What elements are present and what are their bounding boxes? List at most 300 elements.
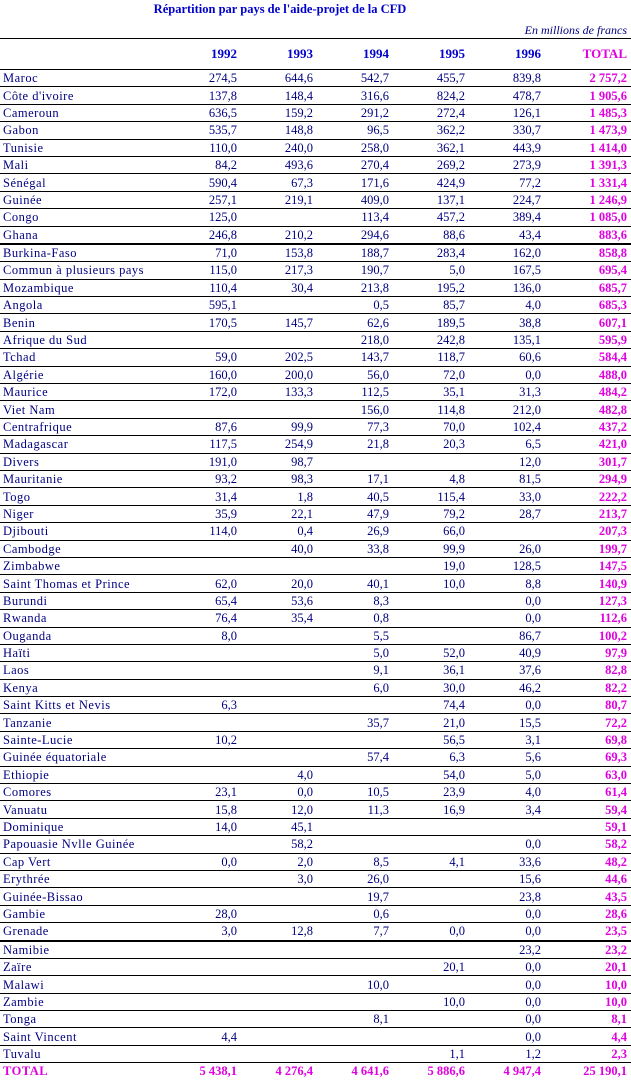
- value-cell: 0,0: [469, 592, 545, 609]
- value-cell: 257,1: [165, 191, 241, 208]
- value-cell: 59,0: [165, 349, 241, 366]
- value-cell: 126,1: [469, 104, 545, 121]
- table-row: [0, 679, 631, 696]
- header-1994: 1994: [317, 39, 393, 70]
- value-cell: 10,5: [317, 784, 393, 801]
- value-cell: 5,0: [469, 766, 545, 783]
- value-cell: 291,2: [317, 104, 393, 121]
- value-cell: 4,1: [393, 853, 469, 870]
- value-cell: [469, 523, 545, 540]
- value-cell: 93,2: [165, 470, 241, 487]
- value-cell: 33,8: [317, 540, 393, 557]
- table-row: [0, 470, 631, 487]
- value-cell: 10,0: [393, 993, 469, 1010]
- country-cell: Mali: [0, 156, 165, 173]
- value-cell: 3,1: [469, 731, 545, 748]
- value-cell: 200,0: [241, 366, 317, 383]
- country-cell: Algérie: [0, 366, 165, 383]
- country-cell: Comores: [0, 784, 165, 801]
- value-cell: 19,7: [317, 888, 393, 905]
- value-cell: 0,8: [317, 610, 393, 627]
- value-cell: [165, 557, 241, 574]
- total-cell: 82,2: [545, 679, 631, 696]
- value-cell: 16,9: [393, 801, 469, 818]
- total-cell: 1 905,6: [545, 87, 631, 104]
- country-cell: Afrique du Sud: [0, 331, 165, 348]
- value-cell: 77,2: [469, 174, 545, 191]
- value-cell: 0,0: [469, 923, 545, 941]
- table-row: [0, 888, 631, 905]
- value-cell: 98,7: [241, 453, 317, 470]
- country-cell: Tonga: [0, 1011, 165, 1028]
- value-cell: 10,2: [165, 731, 241, 748]
- value-cell: 269,2: [393, 156, 469, 173]
- value-cell: 4 947,4: [503, 1064, 541, 1079]
- value-cell: 542,7: [317, 70, 393, 87]
- country-cell: Tunisie: [0, 139, 165, 156]
- value-cell: [393, 592, 469, 609]
- value-cell: 31,4: [165, 488, 241, 505]
- total-cell: 59,1: [545, 818, 631, 835]
- value-cell: 213,8: [317, 279, 393, 296]
- value-cell: 330,7: [469, 122, 545, 139]
- table-row: [0, 331, 631, 348]
- value-cell: 52,0: [393, 644, 469, 661]
- total-cell: 59,4: [545, 801, 631, 818]
- value-cell: 191,0: [165, 453, 241, 470]
- table-row: [0, 139, 631, 156]
- total-cell: 10,0: [545, 976, 631, 993]
- value-cell: 113,4: [317, 209, 393, 226]
- country-cell: Guinée-Bissao: [0, 888, 165, 905]
- country-cell: Guinée: [0, 191, 165, 208]
- value-cell: 6,3: [165, 697, 241, 714]
- total-cell: 199,7: [545, 540, 631, 557]
- value-cell: 70,0: [393, 418, 469, 435]
- value-cell: 240,0: [241, 139, 317, 156]
- value-cell: 212,0: [469, 401, 545, 418]
- value-cell: [393, 836, 469, 853]
- header-1996: 1996: [469, 39, 545, 70]
- country-cell: Tchad: [0, 349, 165, 366]
- value-cell: 118,7: [393, 349, 469, 366]
- country-cell: Tanzanie: [0, 714, 165, 731]
- value-cell: 12,0: [241, 801, 317, 818]
- value-cell: 85,7: [393, 297, 469, 314]
- value-cell: 23,9: [393, 784, 469, 801]
- value-cell: 56,5: [393, 731, 469, 748]
- value-cell: 160,0: [165, 366, 241, 383]
- country-cell: Ethiopie: [0, 766, 165, 783]
- value-cell: 478,7: [469, 87, 545, 104]
- value-cell: 28,0: [165, 905, 241, 922]
- value-cell: [317, 766, 393, 783]
- value-cell: 22,1: [241, 505, 317, 522]
- table-row: [0, 401, 631, 418]
- total-cell: 58,2: [545, 836, 631, 853]
- table-row: [0, 418, 631, 435]
- value-cell: 170,5: [165, 314, 241, 331]
- table-row: [0, 70, 631, 87]
- value-cell: [241, 627, 317, 644]
- value-cell: [317, 731, 393, 748]
- value-cell: 128,5: [469, 557, 545, 574]
- value-cell: 272,4: [393, 104, 469, 121]
- table-row: [0, 801, 631, 818]
- value-cell: 99,9: [393, 540, 469, 557]
- value-cell: 26,9: [317, 523, 393, 540]
- country-cell: Maroc: [0, 70, 165, 87]
- country-cell: Erythrée: [0, 870, 165, 887]
- total-cell: 8,1: [545, 1011, 631, 1028]
- total-cell: 213,7: [545, 505, 631, 522]
- value-cell: [241, 958, 317, 975]
- value-cell: 45,1: [241, 818, 317, 835]
- value-cell: 644,6: [241, 70, 317, 87]
- value-cell: 389,4: [469, 209, 545, 226]
- table-row: [0, 191, 631, 208]
- value-cell: 114,8: [393, 401, 469, 418]
- country-cell: Sénégal: [0, 174, 165, 191]
- value-cell: 362,1: [393, 139, 469, 156]
- units-note: En millions de francs: [524, 23, 627, 37]
- country-cell: Saint Vincent: [0, 1028, 165, 1045]
- table-title: Répartition par pays de l'aide-projet de la CFD: [153, 2, 407, 16]
- country-cell: TOTAL: [3, 1064, 49, 1079]
- value-cell: [165, 888, 241, 905]
- table-row: [0, 592, 631, 609]
- value-cell: 8,3: [317, 592, 393, 609]
- total-cell: 584,4: [545, 349, 631, 366]
- value-cell: 19,0: [393, 557, 469, 574]
- value-cell: 135,1: [469, 331, 545, 348]
- table-row: [0, 731, 631, 748]
- value-cell: 274,5: [165, 70, 241, 87]
- value-cell: [241, 993, 317, 1010]
- country-cell: Ouganda: [0, 627, 165, 644]
- value-cell: 115,0: [165, 262, 241, 279]
- value-cell: 26,0: [469, 540, 545, 557]
- value-cell: [393, 941, 469, 959]
- country-cell: Djibouti: [0, 523, 165, 540]
- country-cell: Zambie: [0, 993, 165, 1010]
- country-cell: Tuvalu: [0, 1045, 165, 1062]
- value-cell: [241, 644, 317, 661]
- value-cell: 137,8: [165, 87, 241, 104]
- total-cell: 63,0: [545, 766, 631, 783]
- value-cell: [317, 941, 393, 959]
- table-row: [0, 1011, 631, 1028]
- value-cell: 35,7: [317, 714, 393, 731]
- country-cell: Cambodge: [0, 540, 165, 557]
- value-cell: 4,8: [393, 470, 469, 487]
- value-cell: 21,0: [393, 714, 469, 731]
- value-cell: 0,0: [241, 784, 317, 801]
- value-cell: 4 641,6: [351, 1064, 389, 1079]
- value-cell: 8,1: [317, 1011, 393, 1028]
- table-row: [0, 993, 631, 1010]
- value-cell: 57,4: [317, 749, 393, 766]
- country-cell: Cap Vert: [0, 853, 165, 870]
- value-cell: [393, 1011, 469, 1028]
- value-cell: [165, 401, 241, 418]
- value-cell: 0,0: [469, 993, 545, 1010]
- value-cell: 53,6: [241, 592, 317, 609]
- value-cell: 40,9: [469, 644, 545, 661]
- value-cell: 6,0: [317, 679, 393, 696]
- total-cell: 43,5: [545, 888, 631, 905]
- value-cell: 0,0: [469, 958, 545, 975]
- value-cell: 43,4: [469, 226, 545, 244]
- table-row: [0, 714, 631, 731]
- table-row: [0, 662, 631, 679]
- value-cell: 219,1: [241, 191, 317, 208]
- total-cell: 301,7: [545, 453, 631, 470]
- value-cell: [165, 749, 241, 766]
- value-cell: 20,3: [393, 436, 469, 453]
- value-cell: 136,0: [469, 279, 545, 296]
- value-cell: [317, 1045, 393, 1062]
- total-cell: 1 485,3: [545, 104, 631, 121]
- value-cell: [393, 453, 469, 470]
- value-cell: [393, 870, 469, 887]
- value-cell: 62,6: [317, 314, 393, 331]
- country-cell: Malawi: [0, 976, 165, 993]
- total-cell: 147,5: [545, 557, 631, 574]
- table-row: [0, 749, 631, 766]
- value-cell: 11,3: [317, 801, 393, 818]
- value-cell: 20,0: [241, 575, 317, 592]
- value-cell: [165, 540, 241, 557]
- value-cell: 9,1: [317, 662, 393, 679]
- value-cell: 112,5: [317, 384, 393, 401]
- value-cell: 457,2: [393, 209, 469, 226]
- country-cell: Commun à plusieurs pays: [0, 262, 165, 279]
- value-cell: 0,0: [469, 1028, 545, 1045]
- country-cell: Divers: [0, 453, 165, 470]
- value-cell: 595,1: [165, 297, 241, 314]
- value-cell: [165, 836, 241, 853]
- value-cell: [165, 714, 241, 731]
- table-row: [0, 905, 631, 922]
- total-cell: 97,9: [545, 644, 631, 661]
- value-cell: [165, 1011, 241, 1028]
- value-cell: [241, 557, 317, 574]
- value-cell: 54,0: [393, 766, 469, 783]
- value-cell: [241, 888, 317, 905]
- value-cell: 1,2: [469, 1045, 545, 1062]
- value-cell: 3,0: [165, 923, 241, 941]
- value-cell: 15,5: [469, 714, 545, 731]
- table-row: [0, 104, 631, 121]
- table-row: [0, 958, 631, 975]
- value-cell: [317, 557, 393, 574]
- value-cell: [241, 1045, 317, 1062]
- total-cell: 4,4: [545, 1028, 631, 1045]
- value-cell: 33,6: [469, 853, 545, 870]
- header-country: [0, 39, 165, 70]
- table-row: [0, 540, 631, 557]
- table-row: [0, 366, 631, 383]
- value-cell: 0,5: [317, 297, 393, 314]
- value-cell: [241, 714, 317, 731]
- value-cell: 3,4: [469, 801, 545, 818]
- value-cell: 8,5: [317, 853, 393, 870]
- table-row: [0, 523, 631, 540]
- country-cell: Sainte-Lucie: [0, 731, 165, 748]
- value-cell: 17,1: [317, 470, 393, 487]
- country-cell: Madagascar: [0, 436, 165, 453]
- country-cell: Viet Nam: [0, 401, 165, 418]
- country-cell: Côte d'ivoire: [0, 87, 165, 104]
- value-cell: 33,0: [469, 488, 545, 505]
- value-cell: [241, 662, 317, 679]
- value-cell: 98,3: [241, 470, 317, 487]
- value-cell: 172,0: [165, 384, 241, 401]
- value-cell: 20,1: [393, 958, 469, 975]
- total-cell: 421,0: [545, 436, 631, 453]
- total-cell: 294,9: [545, 470, 631, 487]
- value-cell: 148,8: [241, 122, 317, 139]
- value-cell: 110,0: [165, 139, 241, 156]
- total-cell: 80,7: [545, 697, 631, 714]
- value-cell: 8,0: [165, 627, 241, 644]
- value-cell: [165, 1045, 241, 1062]
- country-cell: Niger: [0, 505, 165, 522]
- value-cell: 66,0: [393, 523, 469, 540]
- value-cell: 145,7: [241, 314, 317, 331]
- value-cell: [241, 331, 317, 348]
- value-cell: [165, 993, 241, 1010]
- value-cell: 590,4: [165, 174, 241, 191]
- value-cell: [317, 818, 393, 835]
- value-cell: 110,4: [165, 279, 241, 296]
- total-cell: 69,3: [545, 749, 631, 766]
- table-row: [0, 488, 631, 505]
- value-cell: 3,0: [241, 870, 317, 887]
- value-cell: [241, 1011, 317, 1028]
- value-cell: 99,9: [241, 418, 317, 435]
- table-row: [0, 818, 631, 835]
- value-cell: 5 438,1: [199, 1064, 237, 1079]
- value-cell: 31,3: [469, 384, 545, 401]
- table-row: [0, 784, 631, 801]
- table-row: [0, 314, 631, 331]
- value-cell: 35,1: [393, 384, 469, 401]
- value-cell: 5,5: [317, 627, 393, 644]
- value-cell: 84,2: [165, 156, 241, 173]
- value-cell: [241, 297, 317, 314]
- table-row: [0, 297, 631, 314]
- value-cell: [241, 679, 317, 696]
- value-cell: 316,6: [317, 87, 393, 104]
- value-cell: 162,0: [469, 244, 545, 262]
- table-row: [0, 610, 631, 627]
- country-cell: Papouasie Nvlle Guinée: [0, 836, 165, 853]
- table-row: [0, 453, 631, 470]
- aid-table: [0, 38, 631, 1080]
- value-cell: 218,0: [317, 331, 393, 348]
- total-cell: 607,1: [545, 314, 631, 331]
- total-cell: 72,2: [545, 714, 631, 731]
- value-cell: [241, 976, 317, 993]
- value-cell: 0,0: [469, 836, 545, 853]
- total-cell: 1 414,0: [545, 139, 631, 156]
- table-row: [0, 923, 631, 941]
- table-row: [0, 384, 631, 401]
- country-cell: Kenya: [0, 679, 165, 696]
- total-cell: 44,6: [545, 870, 631, 887]
- value-cell: [165, 941, 241, 959]
- value-cell: 87,6: [165, 418, 241, 435]
- value-cell: 14,0: [165, 818, 241, 835]
- total-cell: 1 473,9: [545, 122, 631, 139]
- value-cell: 294,6: [317, 226, 393, 244]
- total-cell: 2 757,2: [545, 70, 631, 87]
- header-1995: 1995: [393, 39, 469, 70]
- value-cell: 10,0: [393, 575, 469, 592]
- total-cell: 140,9: [545, 575, 631, 592]
- value-cell: [317, 1028, 393, 1045]
- value-cell: [165, 870, 241, 887]
- total-cell: 23,2: [545, 941, 631, 959]
- country-cell: Haïti: [0, 644, 165, 661]
- value-cell: [393, 888, 469, 905]
- value-cell: 4 276,4: [275, 1064, 313, 1079]
- country-cell: Grenade: [0, 923, 165, 941]
- value-cell: 4,4: [165, 1028, 241, 1045]
- total-cell: 48,2: [545, 853, 631, 870]
- value-cell: 38,8: [469, 314, 545, 331]
- value-cell: 133,3: [241, 384, 317, 401]
- table-row: [0, 505, 631, 522]
- total-cell: 685,3: [545, 297, 631, 314]
- value-cell: 4,0: [241, 766, 317, 783]
- table-row: [0, 941, 631, 959]
- table-row: [0, 87, 631, 104]
- value-cell: 88,6: [393, 226, 469, 244]
- value-cell: 115,4: [393, 488, 469, 505]
- value-cell: 242,8: [393, 331, 469, 348]
- value-cell: 23,2: [469, 941, 545, 959]
- value-cell: 493,6: [241, 156, 317, 173]
- total-cell: 437,2: [545, 418, 631, 435]
- table-row: [0, 627, 631, 644]
- value-cell: 35,9: [165, 505, 241, 522]
- table-row: [0, 836, 631, 853]
- value-cell: 46,2: [469, 679, 545, 696]
- value-cell: 189,5: [393, 314, 469, 331]
- value-cell: 30,0: [393, 679, 469, 696]
- value-cell: 40,1: [317, 575, 393, 592]
- value-cell: 12,8: [241, 923, 317, 941]
- value-cell: 4,0: [469, 784, 545, 801]
- value-cell: 636,5: [165, 104, 241, 121]
- value-cell: 6,5: [469, 436, 545, 453]
- value-cell: 15,8: [165, 801, 241, 818]
- table-row: [0, 557, 631, 574]
- table-row: [0, 1028, 631, 1045]
- table-row: [0, 853, 631, 870]
- total-cell: 20,1: [545, 958, 631, 975]
- total-cell: 685,7: [545, 279, 631, 296]
- value-cell: 40,0: [241, 540, 317, 557]
- value-cell: 117,5: [165, 436, 241, 453]
- value-cell: 443,9: [469, 139, 545, 156]
- table-row: [0, 262, 631, 279]
- table-row: [0, 766, 631, 783]
- total-cell: 883,6: [545, 226, 631, 244]
